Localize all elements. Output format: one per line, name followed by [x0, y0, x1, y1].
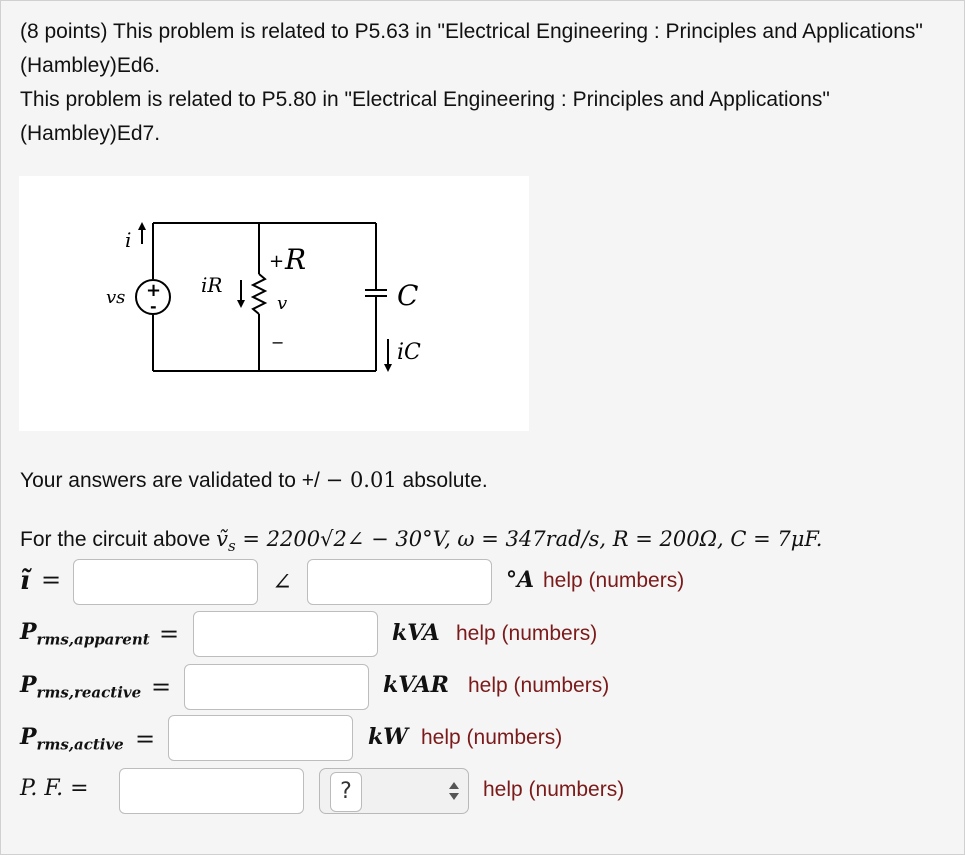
apparent-label [20, 619, 150, 648]
given-vs-symbol: ṽ [216, 527, 228, 551]
given-vs-sub: s [227, 537, 236, 556]
intro-line-2: This problem is related to P5.80 in "Electrical Engineering : Principles and Applications" (Hambley)Ed7. [20, 88, 830, 145]
iR-label: iR [201, 273, 223, 297]
active-eq: = [135, 725, 156, 753]
i-arrow-head [138, 222, 146, 230]
active-label-symbol: P [20, 724, 37, 750]
reactive-label [20, 672, 141, 701]
apparent-unit: kVA [392, 620, 440, 646]
current-label: ĩ [20, 566, 30, 596]
iR-arrow-head [237, 300, 245, 308]
reactive-label-symbol: P [20, 672, 37, 698]
select-arrows-icon [448, 780, 460, 802]
reactive-power-input[interactable] [184, 664, 369, 710]
C-label: C [397, 279, 419, 312]
pf-select-value: ? [330, 772, 362, 812]
given-eq: = [235, 527, 267, 551]
intro-line-1: (8 points) This problem is related to P5.63 in "Electrical Engineering : Principles and Applications" (Hambley)Ed6. [20, 20, 923, 77]
reactive-eq: = [151, 673, 172, 701]
validation-tolerance: − 0.01 [325, 468, 397, 492]
resistor-zigzag [253, 274, 265, 314]
pf-label: P. F. = [20, 776, 89, 801]
apparent-label-symbol: P [20, 619, 37, 645]
current-eq: = [41, 566, 62, 594]
pf-value-input[interactable] [119, 768, 304, 814]
active-help-link[interactable]: help (numbers) [421, 726, 563, 749]
v-label: v [277, 293, 288, 314]
active-label-sub: rms,active [36, 735, 124, 754]
current-phase-input[interactable] [307, 559, 492, 605]
active-label [20, 724, 124, 753]
apparent-power-input[interactable] [193, 611, 378, 657]
current-magnitude-input[interactable] [73, 559, 258, 605]
reactive-label-sub: rms,reactive [36, 683, 142, 702]
R-plus: + [269, 251, 285, 272]
given-prefix: For the circuit above [20, 528, 217, 551]
iC-label: iC [397, 340, 421, 365]
current-help-link[interactable]: help (numbers) [543, 569, 685, 592]
problem-intro [20, 15, 950, 151]
R-label: R [285, 243, 307, 276]
R-minus: − [271, 333, 285, 352]
apparent-label-sub: rms,apparent [36, 630, 150, 649]
given-values [20, 527, 822, 555]
i-label: i [125, 228, 132, 252]
validation-note [20, 468, 488, 493]
validation-suffix: absolute. [396, 469, 488, 492]
given-value: 2200√2∠ − 30°V, ω = 347rad/s, R = 200Ω, C = 7μF. [266, 527, 823, 551]
circuit-svg [19, 176, 529, 431]
pf-help-link[interactable]: help (numbers) [483, 778, 625, 801]
active-power-input[interactable] [168, 715, 353, 761]
apparent-eq: = [159, 620, 180, 648]
source-plus: + [146, 280, 162, 301]
apparent-help-link[interactable]: help (numbers) [456, 622, 598, 645]
reactive-unit: kVAR [383, 672, 449, 698]
iC-arrow-head [384, 364, 392, 372]
source-minus: - [150, 297, 157, 316]
reactive-help-link[interactable]: help (numbers) [468, 674, 610, 697]
circuit-diagram [19, 176, 529, 431]
angle-symbol: ∠ [272, 568, 293, 596]
validation-prefix: Your answers are validated to +/ [20, 469, 326, 492]
active-unit: kW [368, 724, 408, 750]
vs-label: vs [106, 287, 126, 308]
pf-leading-lagging-select[interactable] [319, 768, 469, 814]
current-unit: °A [506, 567, 535, 593]
